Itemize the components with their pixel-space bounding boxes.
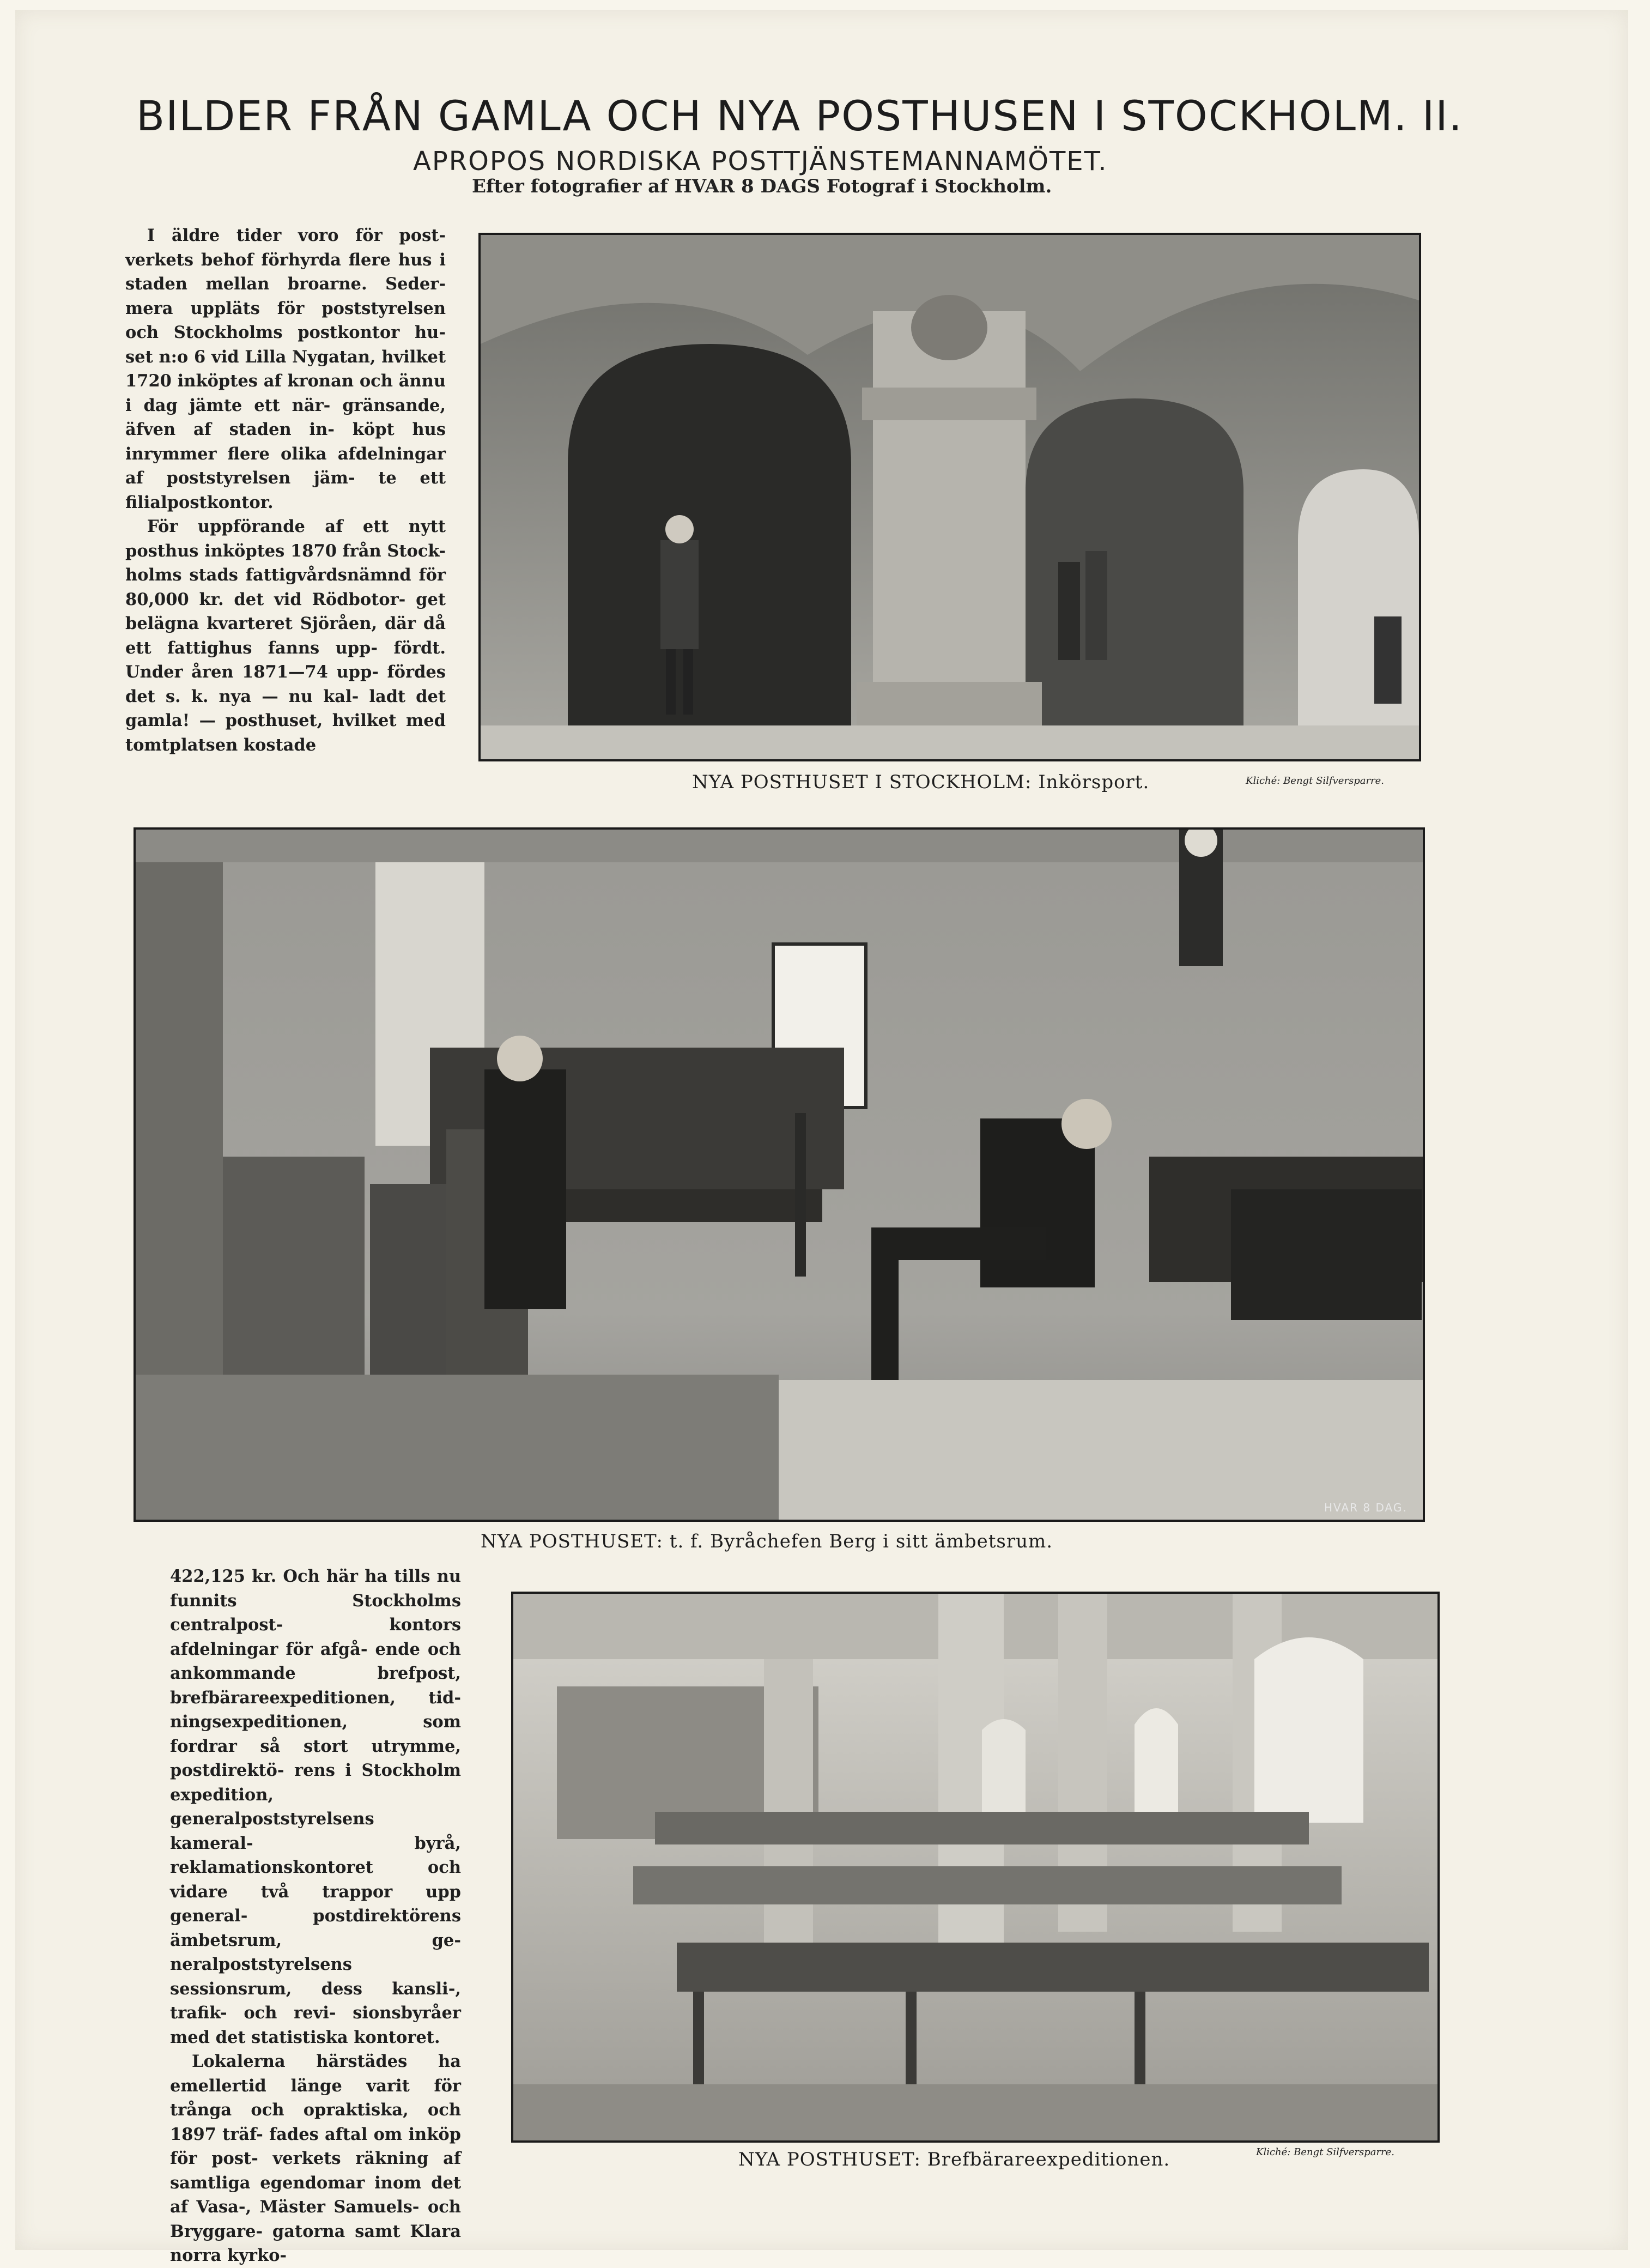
text-line: och Stockholms postkontor hu- <box>125 323 446 342</box>
text-line: fördt. Under åren 1871—74 upp- <box>125 638 446 682</box>
text-line: afdelningar af poststyrelsen jäm- <box>125 444 446 488</box>
text-line: gränsande, äfven af staden in- <box>125 395 446 439</box>
hall-image <box>513 1594 1437 2140</box>
text-line: postdirektörens ämbetsrum, ge- <box>170 1906 461 1950</box>
office-image <box>136 830 1423 1520</box>
text-line: mera uppläts för poststyrelsen <box>125 298 446 318</box>
text-line: generalpoststyrelsens kameral- <box>170 1809 374 1853</box>
text-line: kontoret. <box>354 2027 440 2047</box>
text-line: där då ett fattighus fanns upp- <box>125 614 446 658</box>
article-column-2 <box>170 1564 461 2268</box>
text-line: dess kansli-, trafik- och revi- <box>170 1979 462 2023</box>
text-line: get belägna kvarteret Sjöråen, <box>125 589 446 633</box>
text-line: brefbärareexpeditionen, tid- <box>170 1688 461 1708</box>
photo-credit: Efter fotografier af HVAR 8 DAGS Fotograf i Stockholm. <box>472 176 1052 197</box>
page-title: BILDER FRÅN GAMLA OCH NYA POSTHUSEN I STOCKHOLM. II. <box>136 92 1463 140</box>
text-line: ende och ankommande brefpost, <box>170 1639 461 1683</box>
text-line: ningsexpeditionen, som fordrar <box>170 1712 461 1756</box>
text-line: holms stads fattigvårdsnämnd <box>125 565 411 585</box>
photo-caption-hall: NYA POSTHUSET: Brefbärareexpeditionen. <box>738 2149 1170 2170</box>
cliche-credit: Kliché: Bengt Silfversparre. <box>1246 775 1385 787</box>
text-line: kontors afdelningar för afgå- <box>170 1615 461 1659</box>
paragraph <box>170 1564 461 2049</box>
text-line: verkets räkning af samtliga <box>170 2149 461 2193</box>
photo-hall <box>511 1592 1440 2143</box>
text-line: sionsbyråer med det statistiska <box>170 2003 461 2047</box>
photo-watermark: HVAR 8 DAG. <box>1324 1501 1408 1514</box>
text-line: hvilket 1720 inköptes af kronan <box>125 347 446 391</box>
photo-archway <box>478 233 1421 761</box>
text-line: hvilket med tomtplatsen kostade <box>125 711 446 755</box>
text-line: fördes det s. k. nya — nu kal- <box>125 662 446 706</box>
photo-caption-office: NYA POSTHUSET: t. f. Byråchefen Berg i sitt ämbetsrum. <box>481 1531 1053 1552</box>
paragraph <box>125 223 446 515</box>
text-line: verkets behof förhyrda flere hus <box>125 250 432 270</box>
text-line: och opraktiska, och 1897 träf- <box>170 2100 461 2144</box>
text-line: set n:o 6 vid Lilla Nygatan, <box>125 347 376 367</box>
text-line: neralpoststyrelsens sessionsrum, <box>170 1955 352 1999</box>
text-line: köpt hus inrymmer flere olika <box>125 420 446 464</box>
text-line: funnits Stockholms centralpost- <box>170 1590 461 1635</box>
text-line: rens i Stockholm expedition, <box>170 1761 461 1805</box>
cliche-credit: Kliché: Bengt Silfversparre. <box>1256 2146 1395 2158</box>
paragraph <box>125 515 446 757</box>
text-line: te ett filialpostkontor. <box>125 468 446 512</box>
page-subtitle: APROPOS NORDISKA POSTTJÄNSTEMANNAMÖTET. <box>413 146 1108 177</box>
text-line: byrå, reklamationskontoret och <box>170 1833 461 1877</box>
text-line: och ännu i dag jämte ett när- <box>125 371 446 415</box>
archway-image <box>481 235 1419 759</box>
text-line: fades aftal om inköp för post- <box>170 2124 462 2168</box>
paragraph <box>170 2049 461 2268</box>
text-line: ladt det gamla! — posthuset, <box>125 686 446 730</box>
text-line: så stort utrymme, postdirektö- <box>170 1736 461 1780</box>
text-line: vidare två trappor upp general- <box>170 1882 461 1926</box>
text-line: För uppförande af ett nytt <box>147 517 446 536</box>
text-line: gatorna samt Klara norra kyrko- <box>170 2221 462 2265</box>
text-line: egendomar inom det af Vasa-, <box>170 2173 461 2217</box>
photo-office <box>134 827 1425 1522</box>
text-line: Mäster Samuels- och Bryggare- <box>170 2197 461 2241</box>
article-column-1 <box>125 223 446 757</box>
text-line: 422,125 kr. Och här ha tills nu <box>170 1567 461 1586</box>
text-line: I äldre tider voro för post- <box>147 226 446 245</box>
text-line: posthus inköptes 1870 från Stock- <box>125 541 446 561</box>
photo-caption-archway: NYA POSTHUSET I STOCKHOLM: Inkörsport. <box>692 771 1150 793</box>
text-line: för 80,000 kr. det vid Rödbotor- <box>125 565 446 609</box>
text-line: Lokalerna härstädes ha <box>192 2052 461 2071</box>
text-line: emellertid länge varit för trånga <box>170 2076 461 2120</box>
text-line: i staden mellan broarne. Seder- <box>125 250 446 294</box>
